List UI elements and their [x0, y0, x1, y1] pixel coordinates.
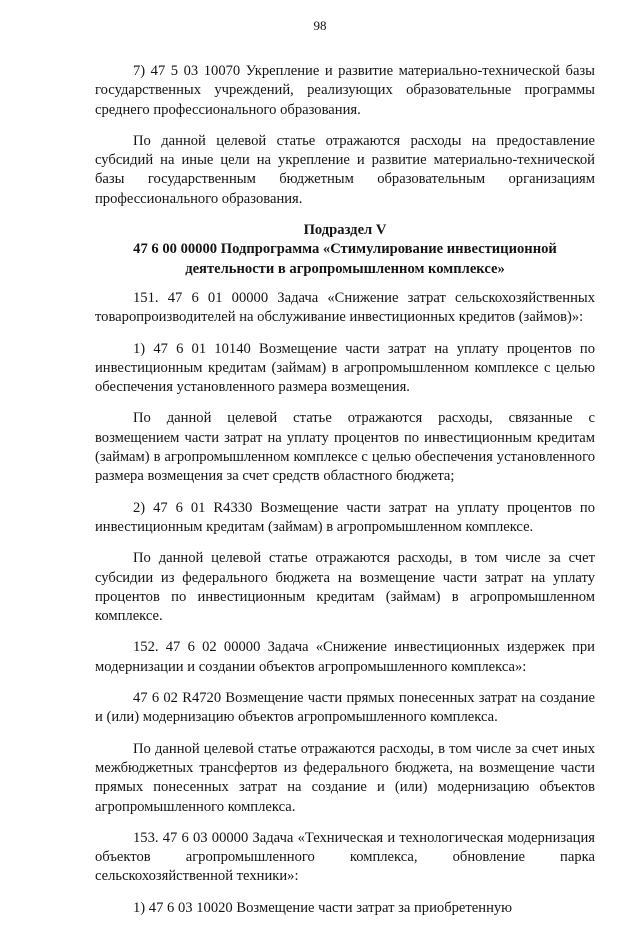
paragraph-item-152-description: По данной целевой статье отражаются расходы, в том числе за счет иных межбюджетных трансфертов из федерального бюджета, на возмещение части прямых понесенных затрат на создание и (или) модернизацию объектов агропромышленного комплекса. [95, 740, 595, 815]
paragraph-item-151-2: 2) 47 6 01 R4330 Возмещение части затрат на уплату процентов по инвестиционным кредитам (займам) в агропромышленном комплексе. [95, 499, 595, 535]
subsection-heading [95, 221, 595, 279]
paragraph-item-7-description: По данной целевой статье отражаются расходы на предоставление субсидий на иные цели на укрепление и развитие материально-технической базы государственным бюджетным образовательным организациям профессионального образования. [95, 132, 595, 207]
paragraph-item-152: 47 6 02 R4720 Возмещение части прямых понесенных затрат на создание и (или) модернизацию объектов агропромышленного комплекса. [95, 690, 595, 726]
document-body [95, 62, 595, 930]
page-number: 98 [313, 18, 327, 33]
paragraph-task-153: 153. 47 6 03 00000 Задача «Техническая и технологическая модернизация объектов агропромышленного комплекса, обновление парка сельскохозяйственной техники»: [95, 829, 595, 885]
subsection-title: Подраздел V [303, 222, 387, 239]
paragraph-task-151: 151. 47 6 01 00000 Задача «Снижение затрат сельскохозяйственных товаропроизводителей на обслуживание инвестиционных кредитов (займов)»: [95, 289, 595, 326]
subprogram-title: 47 6 00 00000 Подпрограмма «Стимулирование инвестиционной деятельности в агропромышленном комплексе» [133, 241, 557, 277]
paragraph-task-152: 152. 47 6 02 00000 Задача «Снижение инвестиционных издержек при модернизации и создании объектов агропромышленного комплекса»: [95, 639, 595, 675]
paragraph-item-151-1: 1) 47 6 01 10140 Возмещение части затрат на уплату процентов по инвестиционным кредитам (займам) в агропромышленном комплексе с целью обеспечения установленного размера возмещения. [95, 340, 595, 396]
paragraph-item-151-1-description: По данной целевой статье отражаются расходы, связанные с возмещением части затрат на уплату процентов по инвестиционным кредитам (займам) в агропромышленном комплексе с целью обеспечения установленного размера возмещения за счет средств областного бюджета; [95, 410, 595, 485]
paragraph-item-7: 7) 47 5 03 10070 Укрепление и развитие материально-технической базы государственных учреждений, реализующих образовательные программы среднего профессионального образования. [95, 63, 595, 118]
paragraph-item-151-2-description: По данной целевой статье отражаются расходы, в том числе за счет субсидии из федерального бюджета на возмещение части затрат на уплату процентов по инвестиционным кредитам (займам) в агропромышленном комплексе. [95, 550, 595, 625]
paragraph-item-153-1: 1) 47 6 03 10020 Возмещение части затрат за приобретенную [133, 899, 513, 916]
